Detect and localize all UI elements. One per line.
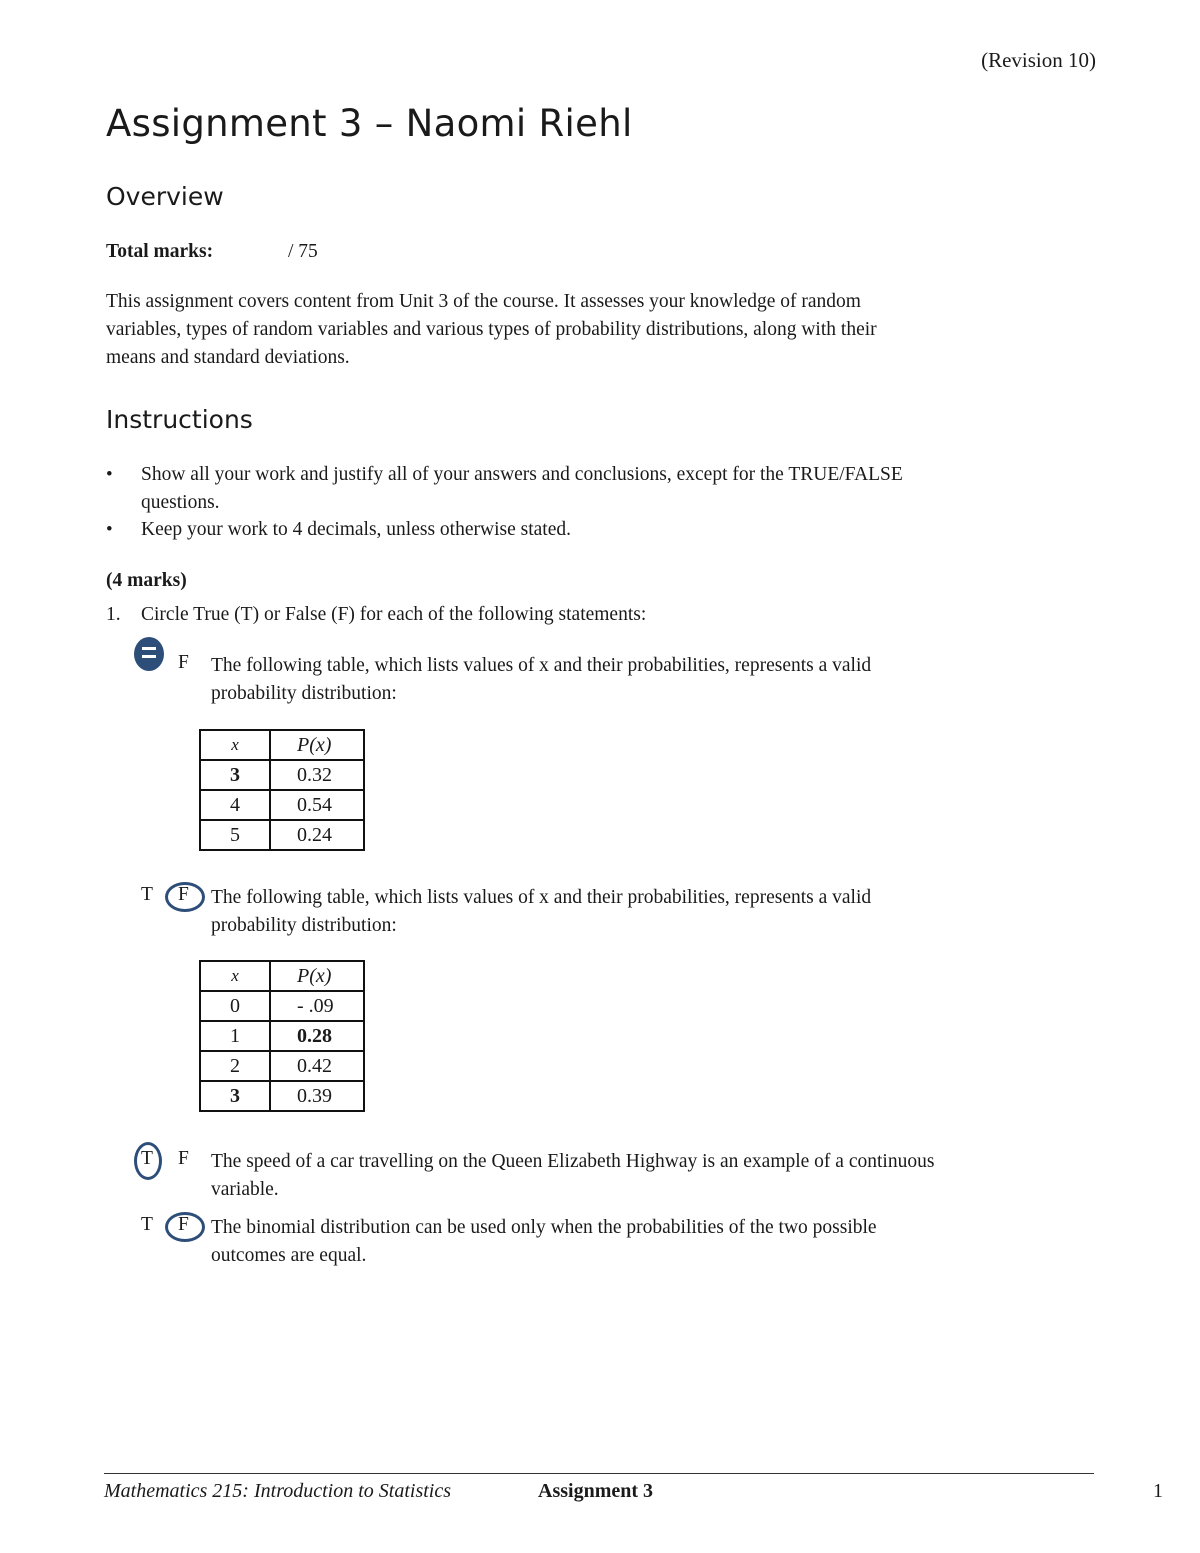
circle-mark xyxy=(142,647,156,650)
statement-line: The following table, which lists values of x and their probabilities, represents a valid xyxy=(211,655,872,676)
cell-x: 4 xyxy=(200,790,270,820)
overview-paragraph xyxy=(106,288,1106,372)
cell-x: 5 xyxy=(200,820,270,850)
instruction-line: Show all your work and justify all of your answers and conclusions, except for the TRUE/FALSE xyxy=(141,464,903,485)
statement-text xyxy=(211,652,1111,708)
instruction-item: Keep your work to 4 decimals, unless otherwise stated. xyxy=(141,519,571,540)
page-title: Assignment 3 – Naomi Riehl xyxy=(106,102,633,145)
cell-x: 1 xyxy=(200,1021,270,1051)
statement-line: probability distribution: xyxy=(211,915,397,936)
footer-divider xyxy=(104,1473,1094,1474)
table-row xyxy=(200,760,364,790)
false-option[interactable]: F xyxy=(178,1148,189,1169)
question-marks: (4 marks) xyxy=(106,570,187,591)
instructions-heading: Instructions xyxy=(106,405,253,434)
true-option[interactable]: T xyxy=(141,1148,153,1169)
cell-p: - .09 xyxy=(270,991,364,1021)
answer-circle-true xyxy=(134,637,164,671)
true-option[interactable]: T xyxy=(141,1214,153,1235)
header-x: x xyxy=(200,961,270,991)
circle-mark xyxy=(142,655,156,658)
cell-x: 3 xyxy=(200,760,270,790)
instruction-line: questions. xyxy=(141,492,220,513)
false-option[interactable]: F xyxy=(178,652,189,673)
table-row xyxy=(200,1021,364,1051)
false-option[interactable]: F xyxy=(178,884,189,905)
revision-label: (Revision 10) xyxy=(981,48,1096,72)
statement-line: The binomial distribution can be used only when the probabilities of the two possible xyxy=(211,1217,877,1238)
statement-line: probability distribution: xyxy=(211,683,397,704)
table-header-row xyxy=(200,961,364,991)
cell-p: 0.28 xyxy=(270,1021,364,1051)
cell-x: 3 xyxy=(200,1081,270,1111)
total-marks-value: / 75 xyxy=(288,241,318,262)
header-x: x xyxy=(200,730,270,760)
answer-circle-false xyxy=(165,1212,205,1242)
bullet-icon: • xyxy=(106,464,113,485)
header-p: P(x) xyxy=(270,961,364,991)
overview-line: This assignment covers content from Unit 3 of the course. It assesses your knowledge of random xyxy=(106,291,861,312)
statement-text xyxy=(211,1214,1111,1270)
statement-text xyxy=(211,1148,1111,1204)
table-row xyxy=(200,820,364,850)
statement-line: variable. xyxy=(211,1179,279,1200)
answer-circle-true xyxy=(134,1142,162,1180)
statement-line: The following table, which lists values of x and their probabilities, represents a valid xyxy=(211,887,872,908)
cell-x: 0 xyxy=(200,991,270,1021)
statement-line: The speed of a car travelling on the Queen Elizabeth Highway is an example of a continuous xyxy=(211,1151,935,1172)
question-prompt: Circle True (T) or False (F) for each of the following statements: xyxy=(141,604,647,625)
overview-line: means and standard deviations. xyxy=(106,347,350,368)
overview-heading: Overview xyxy=(106,182,224,211)
probability-table-2 xyxy=(199,960,365,1112)
true-option[interactable]: T xyxy=(141,884,153,905)
cell-p: 0.32 xyxy=(270,760,364,790)
cell-p: 0.39 xyxy=(270,1081,364,1111)
table-header-row xyxy=(200,730,364,760)
question-number: 1. xyxy=(106,604,121,625)
table-row xyxy=(200,790,364,820)
total-marks-label: Total marks: xyxy=(106,241,214,262)
probability-table-1 xyxy=(199,729,365,851)
table-row xyxy=(200,1081,364,1111)
cell-p: 0.24 xyxy=(270,820,364,850)
cell-p: 0.42 xyxy=(270,1051,364,1081)
table-row xyxy=(200,991,364,1021)
false-option[interactable]: F xyxy=(178,1214,189,1235)
table-row xyxy=(200,1051,364,1081)
cell-x: 2 xyxy=(200,1051,270,1081)
instruction-item xyxy=(141,461,1101,517)
overview-line: variables, types of random variables and various types of probability distributions, along with their xyxy=(106,319,877,340)
header-p: P(x) xyxy=(270,730,364,760)
page-number: 1 xyxy=(1153,1480,1163,1502)
bullet-icon: • xyxy=(106,519,113,540)
statement-line: outcomes are equal. xyxy=(211,1245,367,1266)
footer-assignment: Assignment 3 xyxy=(538,1480,654,1502)
cell-p: 0.54 xyxy=(270,790,364,820)
footer-course: Mathematics 215: Introduction to Statistics xyxy=(104,1480,452,1502)
statement-text xyxy=(211,884,1111,940)
answer-circle-false xyxy=(165,882,205,912)
